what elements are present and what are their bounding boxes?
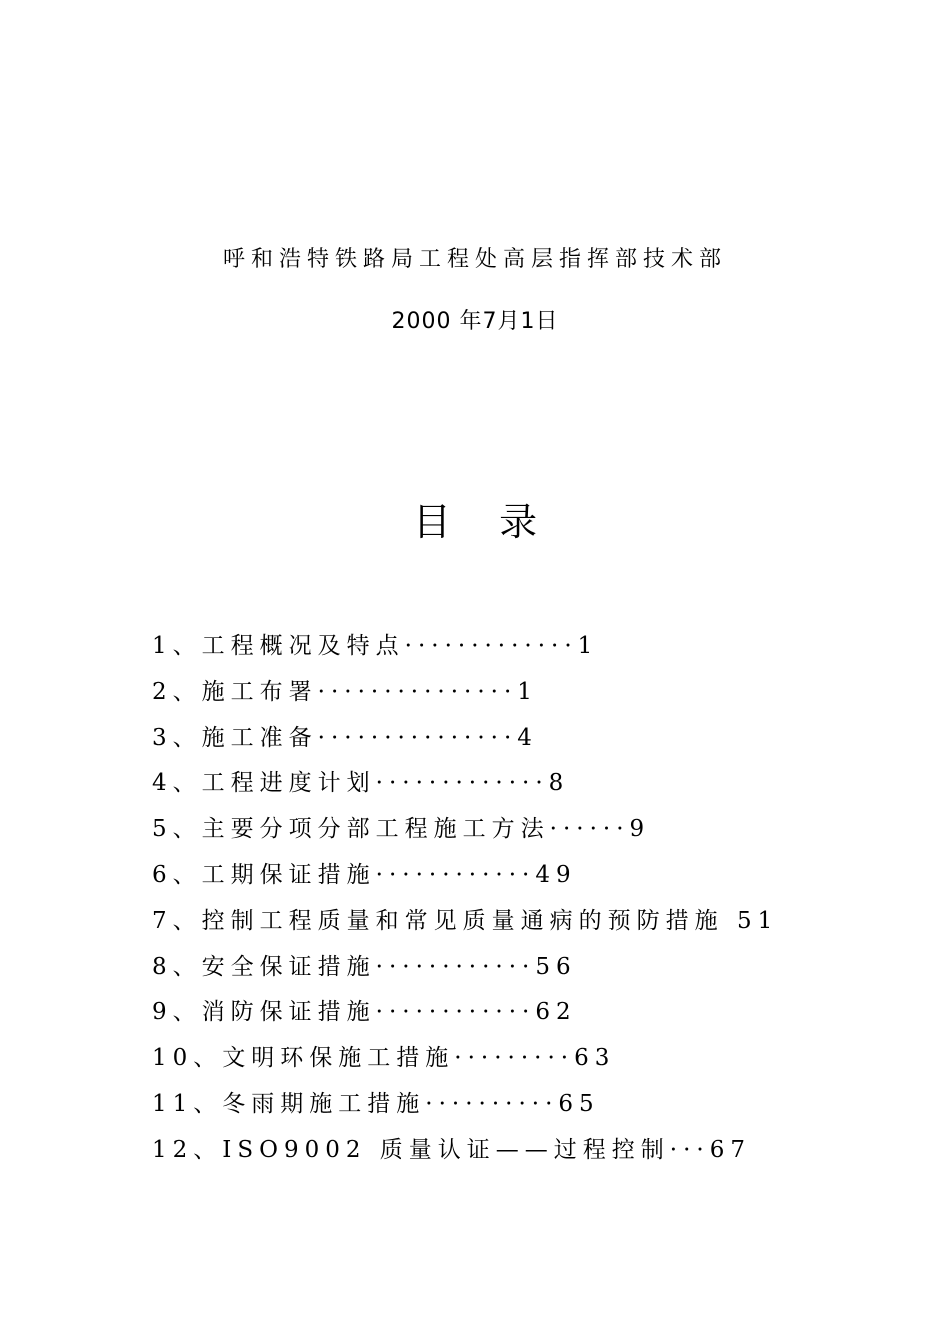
toc-entry[interactable]: 5、主要分项分部工程施工方法······9 <box>152 816 651 843</box>
toc-entry[interactable]: 9、消防保证措施············62 <box>152 999 577 1026</box>
toc-entry[interactable]: 11、冬雨期施工措施··········65 <box>152 1090 600 1117</box>
toc-entry[interactable]: 12、ISO9002 质量认证——过程控制···67 <box>152 1136 752 1163</box>
organization-name: 呼和浩特铁路局工程处高层指挥部技术部 <box>222 247 727 272</box>
toc-title: 目 录 <box>412 500 538 544</box>
toc-entry[interactable]: 1、工程概况及特点·············1 <box>152 633 599 659</box>
toc-entry[interactable]: 10、文明环保施工措施·········63 <box>152 1045 616 1072</box>
toc-entry[interactable]: 7、控制工程质量和常见质量通病的预防措施 51 <box>152 907 779 934</box>
toc-entry[interactable]: 2、施工布署···············1 <box>152 678 538 705</box>
table-of-contents <box>152 624 852 1174</box>
toc-entry[interactable]: 8、安全保证措施············56 <box>152 953 577 980</box>
toc-entry[interactable]: 3、施工准备···············4 <box>152 724 538 751</box>
toc-entry[interactable]: 6、工期保证措施············49 <box>152 861 577 888</box>
toc-entry[interactable]: 4、工程进度计划·············8 <box>152 770 570 797</box>
document-date: 2000 年7月1日 <box>391 309 559 334</box>
